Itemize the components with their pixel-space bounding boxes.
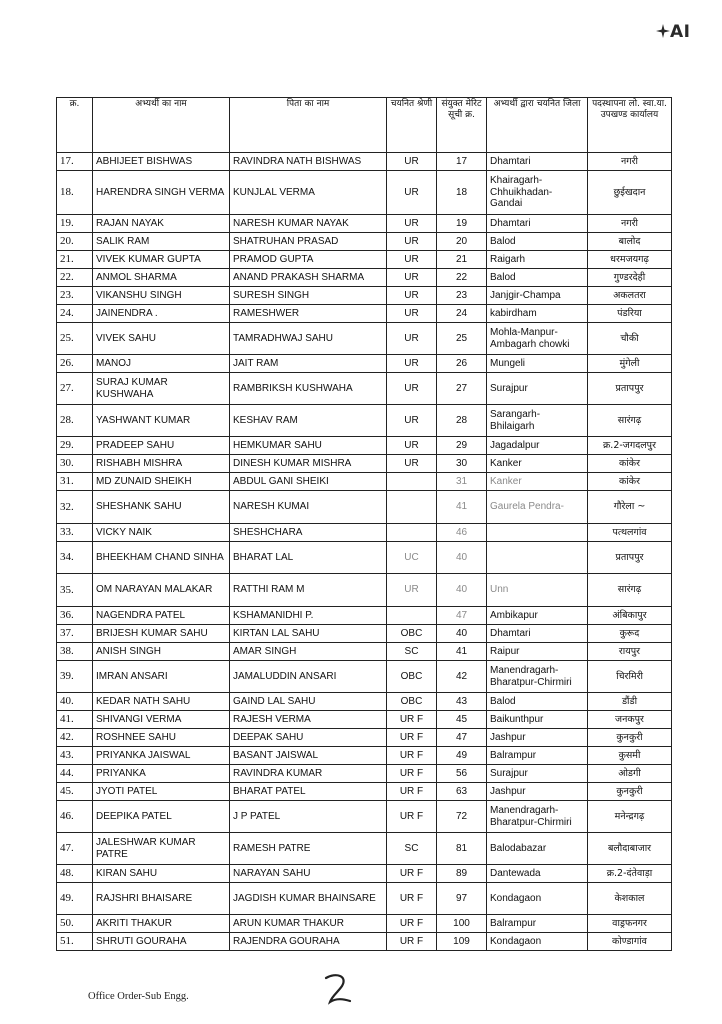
row-merit-number: 40 xyxy=(437,542,487,574)
row-candidate-name: VIKANSHU SINGH xyxy=(93,287,230,305)
row-office: कुसमी xyxy=(588,747,672,765)
row-office: रायपुर xyxy=(588,643,672,661)
row-district: Unn xyxy=(487,574,588,607)
row-district: Ambikapur xyxy=(487,607,588,625)
row-father-name: KUNJLAL VERMA xyxy=(230,171,387,215)
row-serial-number: 30. xyxy=(57,455,93,473)
row-category: UR xyxy=(387,455,437,473)
row-district: Manendragarh-Bharatpur-Chirmiri xyxy=(487,661,588,693)
row-district: Manendragarh-Bharatpur-Chirmiri xyxy=(487,801,588,833)
row-serial-number: 22. xyxy=(57,269,93,287)
row-candidate-name: RISHABH MISHRA xyxy=(93,455,230,473)
row-serial-number: 49. xyxy=(57,883,93,915)
header-category: चयनित श्रेणी xyxy=(387,98,437,153)
row-father-name: BHARAT LAL xyxy=(230,542,387,574)
row-district: Baikunthpur xyxy=(487,711,588,729)
row-candidate-name: ANISH SINGH xyxy=(93,643,230,661)
row-serial-number: 29. xyxy=(57,437,93,455)
row-office: क्र.2-जगदलपुर xyxy=(588,437,672,455)
table-row xyxy=(57,405,672,437)
row-father-name: KSHAMANIDHI P. xyxy=(230,607,387,625)
header-candidate-name: अभ्यर्थी का नाम xyxy=(93,98,230,153)
header-father-name: पिता का नाम xyxy=(230,98,387,153)
row-district: Balodabazar xyxy=(487,833,588,865)
row-district: Dantewada xyxy=(487,865,588,883)
table-row xyxy=(57,542,672,574)
header-district: अभ्यर्थी द्वारा चयनित जिला xyxy=(487,98,588,153)
row-merit-number: 81 xyxy=(437,833,487,865)
table-row xyxy=(57,171,672,215)
row-merit-number: 29 xyxy=(437,437,487,455)
row-office: जनकपुर xyxy=(588,711,672,729)
row-district: Gaurela Pendra- xyxy=(487,491,588,524)
row-district: Raipur xyxy=(487,643,588,661)
row-father-name: RAJENDRA GOURAHA xyxy=(230,933,387,951)
row-candidate-name: MANOJ xyxy=(93,355,230,373)
table-row xyxy=(57,801,672,833)
row-office: कांकेर xyxy=(588,473,672,491)
row-category: UR xyxy=(387,269,437,287)
row-merit-number: 41 xyxy=(437,643,487,661)
table-row xyxy=(57,269,672,287)
row-office: बलौदाबाजार xyxy=(588,833,672,865)
row-candidate-name: VICKY NAIK xyxy=(93,524,230,542)
row-father-name: JAGDISH KUMAR BHAINSARE xyxy=(230,883,387,915)
row-category xyxy=(387,491,437,524)
row-office: मुंगेली xyxy=(588,355,672,373)
table-row xyxy=(57,933,672,951)
row-category: UR F xyxy=(387,883,437,915)
row-office: डौंडी xyxy=(588,693,672,711)
row-merit-number: 97 xyxy=(437,883,487,915)
row-serial-number: 31. xyxy=(57,473,93,491)
row-category: UR xyxy=(387,373,437,405)
row-office: क्र.2-दंतेवाड़ा xyxy=(588,865,672,883)
row-district: Balrampur xyxy=(487,747,588,765)
row-serial-number: 44. xyxy=(57,765,93,783)
row-category: UR F xyxy=(387,783,437,801)
row-merit-number: 109 xyxy=(437,933,487,951)
row-district: Jagadalpur xyxy=(487,437,588,455)
row-district: Balod xyxy=(487,693,588,711)
row-father-name: HEMKUMAR SAHU xyxy=(230,437,387,455)
row-merit-number: 25 xyxy=(437,323,487,355)
row-merit-number: 23 xyxy=(437,287,487,305)
row-district: Janjgir-Champa xyxy=(487,287,588,305)
row-serial-number: 18. xyxy=(57,171,93,215)
row-district: Kanker xyxy=(487,473,588,491)
row-merit-number: 42 xyxy=(437,661,487,693)
row-category: UR xyxy=(387,574,437,607)
row-candidate-name: BRIJESH KUMAR SAHU xyxy=(93,625,230,643)
row-serial-number: 21. xyxy=(57,251,93,269)
row-merit-number: 17 xyxy=(437,153,487,171)
row-district: Jashpur xyxy=(487,783,588,801)
row-father-name: RAMESH PATRE xyxy=(230,833,387,865)
row-candidate-name: JALESHWAR KUMAR PATRE xyxy=(93,833,230,865)
row-candidate-name: AKRITI THAKUR xyxy=(93,915,230,933)
row-category: OBC xyxy=(387,661,437,693)
row-father-name: RAVINDRA NATH BISHWAS xyxy=(230,153,387,171)
row-office: गुण्डरदेही xyxy=(588,269,672,287)
row-district: Dhamtari xyxy=(487,215,588,233)
row-district: Balrampur xyxy=(487,915,588,933)
row-father-name: GAIND LAL SAHU xyxy=(230,693,387,711)
row-district: kabirdham xyxy=(487,305,588,323)
row-merit-number: 63 xyxy=(437,783,487,801)
row-father-name: TAMRADHWAJ SAHU xyxy=(230,323,387,355)
table-header-row xyxy=(57,98,672,153)
row-office: अकलतरा xyxy=(588,287,672,305)
row-father-name: ARUN KUMAR THAKUR xyxy=(230,915,387,933)
row-category: UR xyxy=(387,233,437,251)
row-district: Kondagaon xyxy=(487,883,588,915)
row-office: सारंगढ़ xyxy=(588,574,672,607)
row-serial-number: 37. xyxy=(57,625,93,643)
header-office: पदस्थापना लो. स्वा.या. उपखण्ड कार्यालय xyxy=(588,98,672,153)
table-row xyxy=(57,437,672,455)
sparkle-icon xyxy=(656,24,670,38)
row-category: UR F xyxy=(387,747,437,765)
row-category: UR xyxy=(387,405,437,437)
table-row xyxy=(57,661,672,693)
row-father-name: JAIT RAM xyxy=(230,355,387,373)
row-category: UR xyxy=(387,287,437,305)
row-office: कुनकुरी xyxy=(588,729,672,747)
row-office: ओडगी xyxy=(588,765,672,783)
row-serial-number: 39. xyxy=(57,661,93,693)
table-row xyxy=(57,711,672,729)
row-merit-number: 43 xyxy=(437,693,487,711)
row-candidate-name: PRIYANKA xyxy=(93,765,230,783)
row-serial-number: 50. xyxy=(57,915,93,933)
row-office: चिरमिरी xyxy=(588,661,672,693)
table-row xyxy=(57,747,672,765)
row-candidate-name: PRIYANKA JAISWAL xyxy=(93,747,230,765)
table-row xyxy=(57,625,672,643)
table-row xyxy=(57,287,672,305)
row-serial-number: 27. xyxy=(57,373,93,405)
row-candidate-name: MD ZUNAID SHEIKH xyxy=(93,473,230,491)
row-district: Khairagarh-Chhuikhadan-Gandai xyxy=(487,171,588,215)
row-serial-number: 43. xyxy=(57,747,93,765)
row-merit-number: 18 xyxy=(437,171,487,215)
row-office: कुरूद xyxy=(588,625,672,643)
row-merit-number: 24 xyxy=(437,305,487,323)
row-district: Mungeli xyxy=(487,355,588,373)
row-candidate-name: VIVEK SAHU xyxy=(93,323,230,355)
row-district: Dhamtari xyxy=(487,625,588,643)
row-serial-number: 28. xyxy=(57,405,93,437)
ai-watermark-badge xyxy=(656,22,690,42)
handwritten-page-number xyxy=(318,968,358,1008)
row-father-name: J P PATEL xyxy=(230,801,387,833)
row-merit-number: 89 xyxy=(437,865,487,883)
row-office: प्रतापपुर xyxy=(588,542,672,574)
table-row xyxy=(57,574,672,607)
table-row xyxy=(57,524,672,542)
row-candidate-name: SALIK RAM xyxy=(93,233,230,251)
header-sn: क्र. xyxy=(57,98,93,153)
table-row xyxy=(57,865,672,883)
row-candidate-name: ROSHNEE SAHU xyxy=(93,729,230,747)
row-candidate-name: SHIVANGI VERMA xyxy=(93,711,230,729)
row-category: UR xyxy=(387,153,437,171)
row-father-name: DEEPAK SAHU xyxy=(230,729,387,747)
table-row xyxy=(57,729,672,747)
row-merit-number: 100 xyxy=(437,915,487,933)
row-candidate-name: JAINENDRA . xyxy=(93,305,230,323)
row-father-name: RAMESHWER xyxy=(230,305,387,323)
table-row xyxy=(57,473,672,491)
row-father-name: SHESHCHARA xyxy=(230,524,387,542)
table-row xyxy=(57,153,672,171)
row-merit-number: 20 xyxy=(437,233,487,251)
row-category: UR F xyxy=(387,865,437,883)
header-merit-number: संयुक्त मेरिट सूची क्र. xyxy=(437,98,487,153)
row-category: UR xyxy=(387,355,437,373)
row-father-name: NARESH KUMAR NAYAK xyxy=(230,215,387,233)
row-merit-number: 31 xyxy=(437,473,487,491)
row-candidate-name: DEEPIKA PATEL xyxy=(93,801,230,833)
row-category: UR xyxy=(387,437,437,455)
row-district: Jashpur xyxy=(487,729,588,747)
row-serial-number: 20. xyxy=(57,233,93,251)
row-office: कांकेर xyxy=(588,455,672,473)
row-office: धरमजयगढ़ xyxy=(588,251,672,269)
table-row xyxy=(57,373,672,405)
table-row xyxy=(57,643,672,661)
row-district: Mohla-Manpur-Ambagarh chowki xyxy=(487,323,588,355)
row-office: कोण्डागांव xyxy=(588,933,672,951)
row-category xyxy=(387,524,437,542)
row-candidate-name: NAGENDRA PATEL xyxy=(93,607,230,625)
table-row xyxy=(57,765,672,783)
row-category xyxy=(387,607,437,625)
row-father-name: NARAYAN SAHU xyxy=(230,865,387,883)
table-row xyxy=(57,915,672,933)
row-district xyxy=(487,524,588,542)
row-district: Kondagaon xyxy=(487,933,588,951)
row-merit-number: 72 xyxy=(437,801,487,833)
table-row xyxy=(57,783,672,801)
table-body xyxy=(57,153,672,951)
row-category: UR xyxy=(387,251,437,269)
row-office: प्रतापपुर xyxy=(588,373,672,405)
row-candidate-name: SHRUTI GOURAHA xyxy=(93,933,230,951)
row-merit-number: 30 xyxy=(437,455,487,473)
row-district: Raigarh xyxy=(487,251,588,269)
row-merit-number: 41 xyxy=(437,491,487,524)
table-row xyxy=(57,305,672,323)
row-serial-number: 33. xyxy=(57,524,93,542)
row-serial-number: 47. xyxy=(57,833,93,865)
row-category: UR F xyxy=(387,933,437,951)
row-father-name: RAVINDRA KUMAR xyxy=(230,765,387,783)
row-merit-number: 47 xyxy=(437,729,487,747)
row-merit-number: 27 xyxy=(437,373,487,405)
row-candidate-name: ANMOL SHARMA xyxy=(93,269,230,287)
row-category: UR xyxy=(387,171,437,215)
row-father-name: AMAR SINGH xyxy=(230,643,387,661)
row-merit-number: 26 xyxy=(437,355,487,373)
row-category: SC xyxy=(387,643,437,661)
table-row xyxy=(57,607,672,625)
row-father-name: NARESH KUMAI xyxy=(230,491,387,524)
row-serial-number: 40. xyxy=(57,693,93,711)
table-row xyxy=(57,833,672,865)
row-office: कुनकुरी xyxy=(588,783,672,801)
row-candidate-name: SURAJ KUMAR KUSHWAHA xyxy=(93,373,230,405)
row-candidate-name: KEDAR NATH SAHU xyxy=(93,693,230,711)
row-category: SC xyxy=(387,833,437,865)
row-district: Surajpur xyxy=(487,765,588,783)
row-serial-number: 36. xyxy=(57,607,93,625)
row-father-name: SURESH SINGH xyxy=(230,287,387,305)
row-serial-number: 45. xyxy=(57,783,93,801)
row-merit-number: 21 xyxy=(437,251,487,269)
row-father-name: KIRTAN LAL SAHU xyxy=(230,625,387,643)
row-father-name: BASANT JAISWAL xyxy=(230,747,387,765)
table-row xyxy=(57,233,672,251)
row-office: सारंगढ़ xyxy=(588,405,672,437)
table-row xyxy=(57,491,672,524)
row-merit-number: 19 xyxy=(437,215,487,233)
row-candidate-name: RAJSHRI BHAISARE xyxy=(93,883,230,915)
row-serial-number: 32. xyxy=(57,491,93,524)
row-district: Sarangarh-Bhilaigarh xyxy=(487,405,588,437)
row-office: छुईखदान xyxy=(588,171,672,215)
row-office: अंबिकापुर xyxy=(588,607,672,625)
row-candidate-name: JYOTI PATEL xyxy=(93,783,230,801)
row-candidate-name: KIRAN SAHU xyxy=(93,865,230,883)
row-father-name: BHARAT PATEL xyxy=(230,783,387,801)
table-row xyxy=(57,251,672,269)
row-father-name: ABDUL GANI SHEIKI xyxy=(230,473,387,491)
row-serial-number: 25. xyxy=(57,323,93,355)
row-father-name: JAMALUDDIN ANSARI xyxy=(230,661,387,693)
table-row xyxy=(57,455,672,473)
row-office: पंडरिया xyxy=(588,305,672,323)
table-row xyxy=(57,323,672,355)
row-office: केशकाल xyxy=(588,883,672,915)
row-category: UC xyxy=(387,542,437,574)
table-row xyxy=(57,215,672,233)
selection-list-table xyxy=(56,97,672,951)
row-candidate-name: ABHIJEET BISHWAS xyxy=(93,153,230,171)
row-category: UR F xyxy=(387,711,437,729)
row-serial-number: 26. xyxy=(57,355,93,373)
row-candidate-name: IMRAN ANSARI xyxy=(93,661,230,693)
row-candidate-name: PRADEEP SAHU xyxy=(93,437,230,455)
row-serial-number: 48. xyxy=(57,865,93,883)
row-merit-number: 40 xyxy=(437,625,487,643)
row-serial-number: 46. xyxy=(57,801,93,833)
row-merit-number: 28 xyxy=(437,405,487,437)
row-serial-number: 23. xyxy=(57,287,93,305)
row-office: पत्थलगांव xyxy=(588,524,672,542)
row-merit-number: 22 xyxy=(437,269,487,287)
row-category: UR F xyxy=(387,915,437,933)
row-serial-number: 51. xyxy=(57,933,93,951)
row-merit-number: 40 xyxy=(437,574,487,607)
row-district: Surajpur xyxy=(487,373,588,405)
row-father-name: RAJESH VERMA xyxy=(230,711,387,729)
row-office: नगरी xyxy=(588,215,672,233)
row-father-name: ANAND PRAKASH SHARMA xyxy=(230,269,387,287)
row-category: OBC xyxy=(387,625,437,643)
row-candidate-name: OM NARAYAN MALAKAR xyxy=(93,574,230,607)
row-candidate-name: VIVEK KUMAR GUPTA xyxy=(93,251,230,269)
row-father-name: RAMBRIKSH KUSHWAHA xyxy=(230,373,387,405)
row-serial-number: 17. xyxy=(57,153,93,171)
row-candidate-name: RAJAN NAYAK xyxy=(93,215,230,233)
row-candidate-name: YASHWANT KUMAR xyxy=(93,405,230,437)
footer-text: Office Order-Sub Engg. xyxy=(88,991,189,1002)
row-district: Balod xyxy=(487,269,588,287)
row-serial-number: 38. xyxy=(57,643,93,661)
row-father-name: SHATRUHAN PRASAD xyxy=(230,233,387,251)
row-father-name: DINESH KUMAR MISHRA xyxy=(230,455,387,473)
row-serial-number: 19. xyxy=(57,215,93,233)
row-category: UR F xyxy=(387,765,437,783)
row-office: वाड्रफनगर xyxy=(588,915,672,933)
row-office: मनेन्द्रगढ़ xyxy=(588,801,672,833)
row-district: Kanker xyxy=(487,455,588,473)
row-district: Dhamtari xyxy=(487,153,588,171)
row-candidate-name: HARENDRA SINGH VERMA xyxy=(93,171,230,215)
row-merit-number: 47 xyxy=(437,607,487,625)
row-merit-number: 49 xyxy=(437,747,487,765)
row-office: गौरेला ~ xyxy=(588,491,672,524)
row-office: चौकी xyxy=(588,323,672,355)
row-district: Balod xyxy=(487,233,588,251)
row-candidate-name: BHEEKHAM CHAND SINHA xyxy=(93,542,230,574)
row-father-name: RATTHI RAM M xyxy=(230,574,387,607)
row-category: UR F xyxy=(387,729,437,747)
row-serial-number: 35. xyxy=(57,574,93,607)
table-row xyxy=(57,883,672,915)
row-merit-number: 45 xyxy=(437,711,487,729)
row-category: OBC xyxy=(387,693,437,711)
row-category: UR xyxy=(387,215,437,233)
row-category xyxy=(387,473,437,491)
row-father-name: KESHAV RAM xyxy=(230,405,387,437)
row-category: UR xyxy=(387,305,437,323)
ai-badge-label: AI xyxy=(670,22,691,42)
row-serial-number: 34. xyxy=(57,542,93,574)
row-merit-number: 56 xyxy=(437,765,487,783)
row-office: बालोद xyxy=(588,233,672,251)
table-row xyxy=(57,693,672,711)
row-merit-number: 46 xyxy=(437,524,487,542)
row-serial-number: 41. xyxy=(57,711,93,729)
row-father-name: PRAMOD GUPTA xyxy=(230,251,387,269)
row-district xyxy=(487,542,588,574)
row-candidate-name: SHESHANK SAHU xyxy=(93,491,230,524)
row-serial-number: 42. xyxy=(57,729,93,747)
table-row xyxy=(57,355,672,373)
row-category: UR F xyxy=(387,801,437,833)
row-serial-number: 24. xyxy=(57,305,93,323)
row-office: नगरी xyxy=(588,153,672,171)
row-category: UR xyxy=(387,323,437,355)
